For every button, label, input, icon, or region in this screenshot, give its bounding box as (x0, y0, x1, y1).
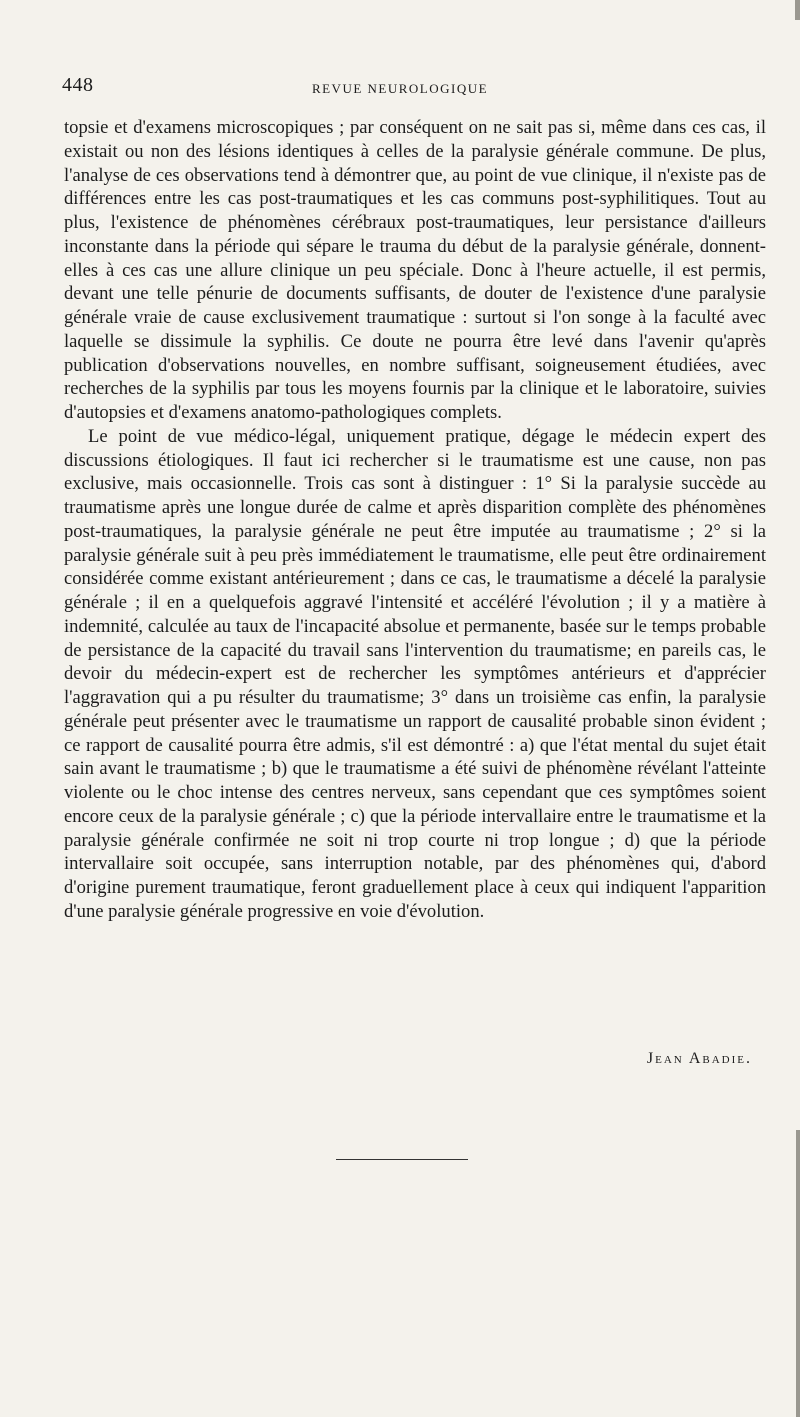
paragraph-medico-legal: Le point de vue médico-légal, uniquement pratique, dégage le médecin expert des discussions étiologiques. Il faut ici rechercher si le traumatisme est une cause, non pas exclusive, mais occasionnelle. Trois cas sont à distinguer : 1° Si la paralysie succède au traumatisme après une longue durée de calme et après disparition complète des phénomènes post-traumatiques, la paralysie générale ne peut être imputée au traumatisme ; 2° si la paralysie générale suit à peu près immédiatement le traumatisme, elle peut être ordinairement considérée comme existant antérieurement ; dans ce cas, le traumatisme a décelé la paralysie générale ; il en a quelquefois aggravé l'intensité et accéléré l'évolution ; il y a matière à indemnité, calculée au taux de l'incapacité absolue et permanente, basée sur le temps probable de persistance de la capacité du travail sans l'intervention du traumatisme; en pareils cas, le devoir du médecin-expert est de rechercher les symptômes antérieurs et d'apprécier l'aggravation qui a pu résulter du traumatisme; 3° dans un troisième cas enfin, la paralysie générale peut présenter avec le traumatisme un rapport de causalité probable sinon évident ; ce rapport de causalité pourra être admis, s'il est démontré : a) que l'état mental du sujet était sain avant le traumatisme ; b) que le traumatisme a été suivi de phénomène révélant l'atteinte violente ou le choc intense des centres nerveux, sans cependant que ces symptômes soient encore ceux de la paralysie générale ; c) que la période intervallaire entre le traumatisme et la paralysie générale confirmée ne soit ni trop courte ni trop longue ; d) que la période intervallaire soit occupée, sans interruption notable, par des phénomènes qui, d'abord d'origine purement traumatique, feront graduellement place à ceux qui indiquent l'apparition d'une paralysie générale progressive en voie d'évolution. (64, 425, 766, 922)
article-body (64, 116, 766, 924)
paragraph-continued: topsie et d'examens microscopiques ; par conséquent on ne sait pas si, même dans ces cas, il existait ou non des lésions identiques à celles de la paralysie générale commune. De plus, l'analyse de ces observations tend à démontrer que, au point de vue clinique, il n'existe pas de différences entre les cas post-traumatiques et les cas communs post-syphilitiques. Tout au plus, l'existence de phénomènes cérébraux post-traumatiques, leur persistance d'ailleurs inconstante dans la période qui sépare le trauma du début de la paralysie générale, donnent-elles à ces cas une allure clinique un peu spéciale. Donc à l'heure actuelle, il est permis, devant une telle pénurie de documents suffisants, de douter de l'existence d'une paralysie générale vraie de cause exclusivement traumatique : surtout si l'on songe à la faculté avec laquelle se dissimule la syphilis. Ce doute ne pourra être levé dans l'avenir qu'après publication d'observations nouvelles, en nombre suffisant, soigneusement étudiées, avec recherches de la syphilis par tous les moyens fournis par la clinique et le laboratoire, suivies d'autopsies et d'examens anatomo-pathologiques complets. (64, 117, 766, 423)
running-head: REVUE NEUROLOGIQUE (311, 81, 489, 96)
page-number: 448 (62, 74, 94, 96)
author-signature: Jean Abadie. (646, 1050, 752, 1067)
page-edge-shadow-bottom (796, 1130, 800, 1417)
section-divider (336, 1159, 468, 1160)
page-edge-shadow (795, 0, 800, 20)
